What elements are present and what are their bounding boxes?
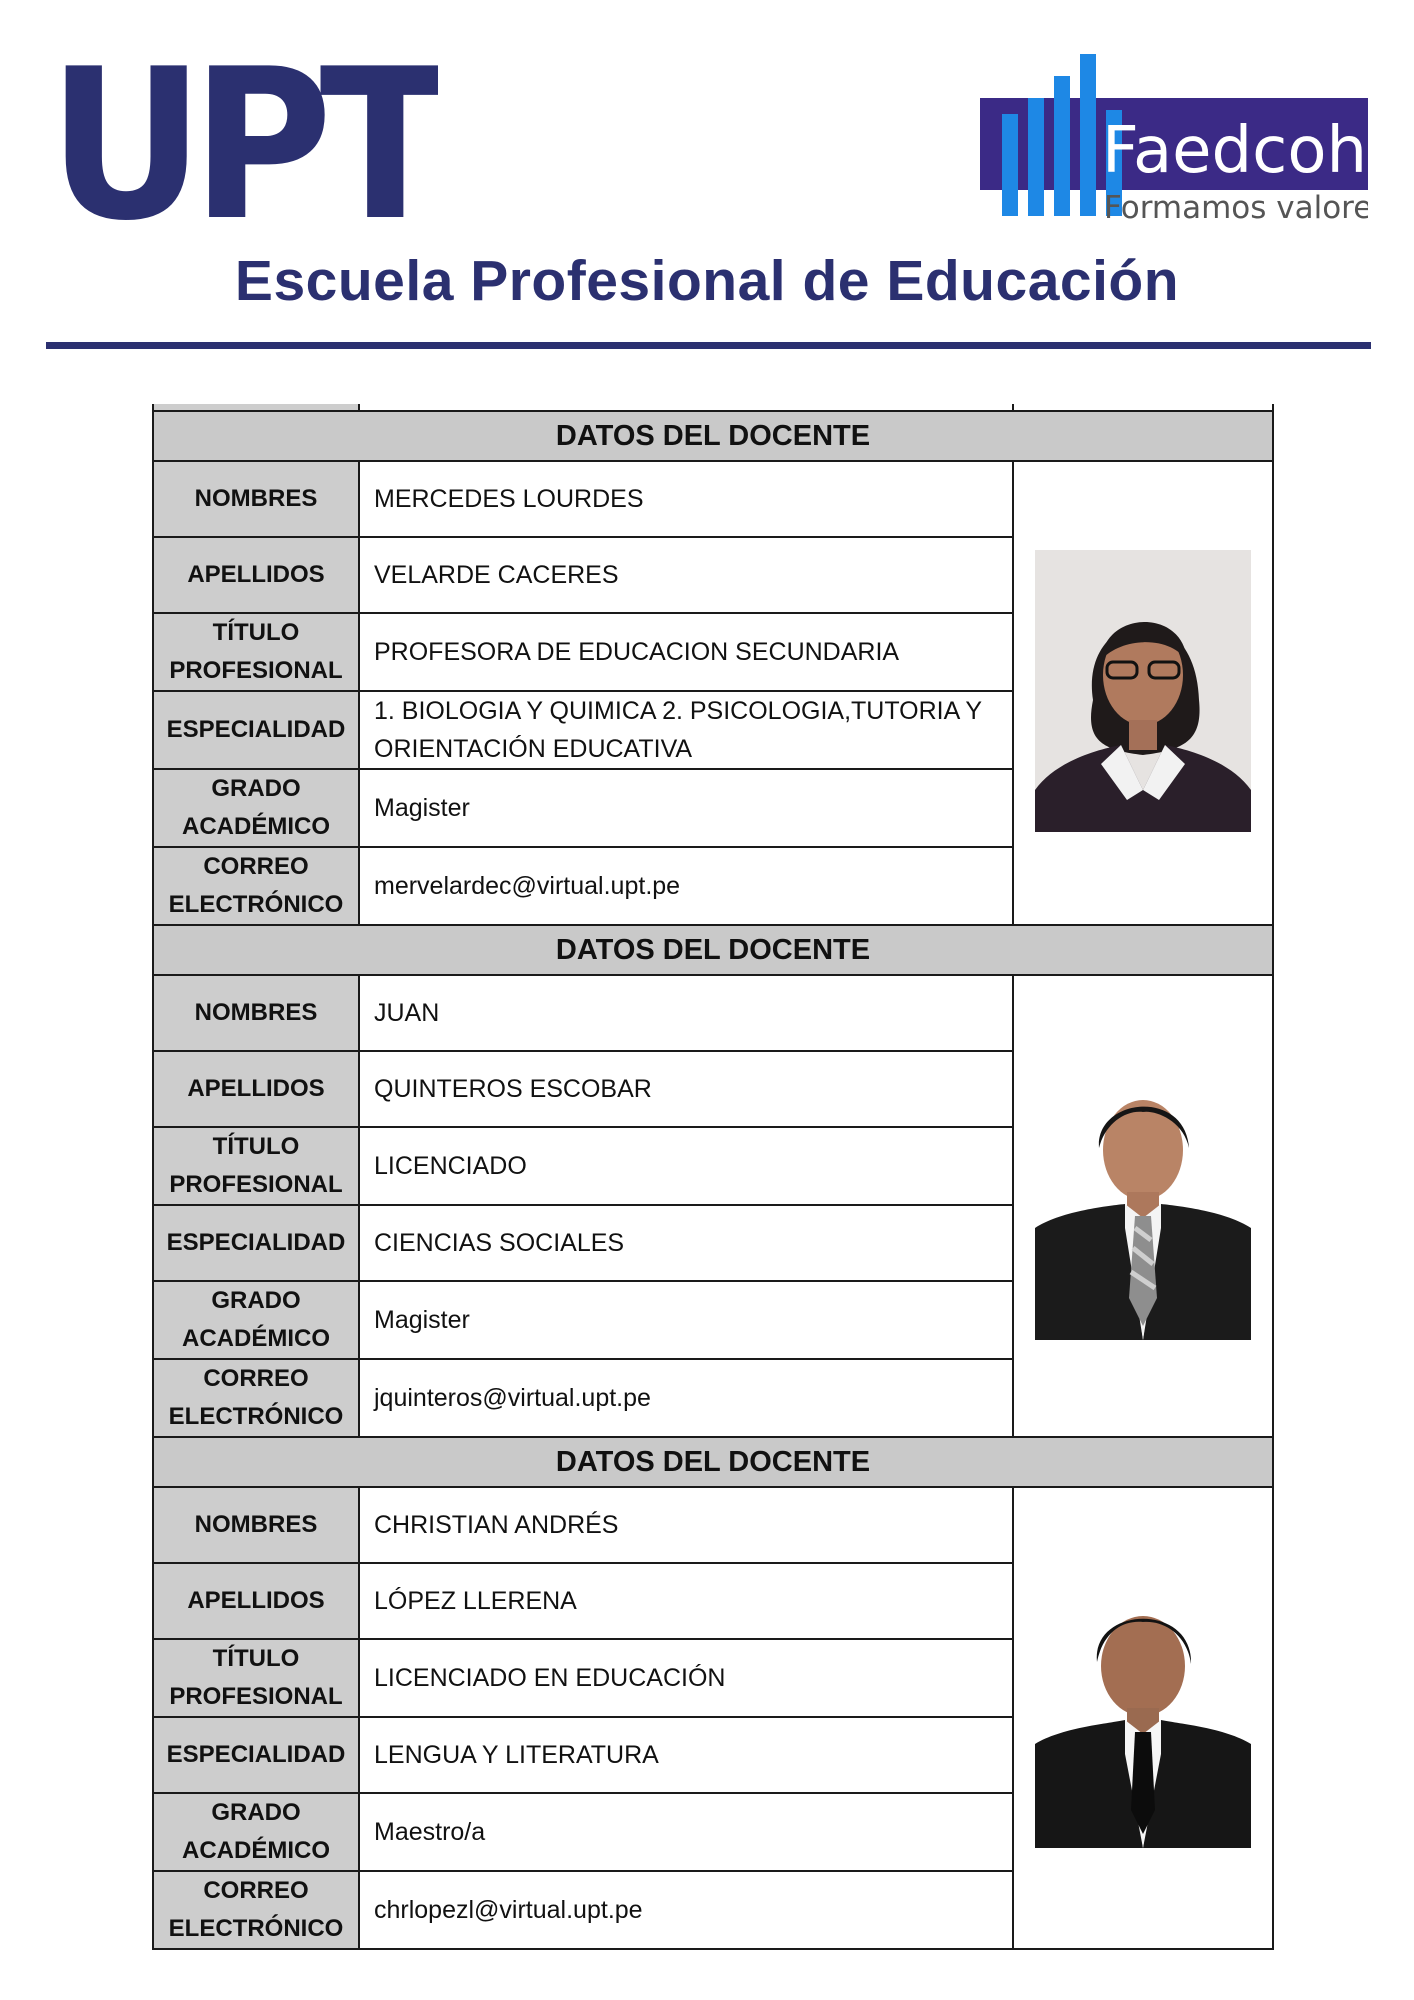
label-especialidad: ESPECIALIDAD [153,1205,359,1281]
photo-cell [1013,461,1273,925]
value-grado: Maestro/a [359,1793,1013,1871]
label-titulo: TÍTULO PROFESIONAL [153,1639,359,1717]
value-correo: jquinteros@virtual.upt.pe [359,1359,1013,1437]
label-apellidos: APELLIDOS [153,1563,359,1639]
label-grado: GRADO ACADÉMICO [153,1281,359,1359]
svg-text:UPT: UPT [56,52,438,222]
value-especialidad: LENGUA Y LITERATURA [359,1717,1013,1793]
value-grado: Magister [359,1281,1013,1359]
value-apellidos: VELARDE CACERES [359,537,1013,613]
section-header: DATOS DEL DOCENTE [153,411,1273,461]
value-apellidos: QUINTEROS ESCOBAR [359,1051,1013,1127]
label-apellidos: APELLIDOS [153,1051,359,1127]
label-nombres: NOMBRES [153,975,359,1051]
table-row [153,975,1273,1051]
value-grado: Magister [359,769,1013,847]
docentes-table [152,404,1274,1950]
label-correo: CORREO ELECTRÓNICO [153,1359,359,1437]
value-titulo: PROFESORA DE EDUCACION SECUNDARIA [359,613,1013,691]
label-especialidad: ESPECIALIDAD [153,1717,359,1793]
svg-text:Faedcoh: Faedcoh [1102,114,1368,188]
label-correo: CORREO ELECTRÓNICO [153,1871,359,1949]
portrait-woman-icon [1035,550,1251,837]
photo-cell [1013,975,1273,1437]
label-nombres: NOMBRES [153,461,359,537]
title-divider [46,342,1371,349]
table-row [153,461,1273,537]
upt-logo [56,52,438,222]
value-nombres: MERCEDES LOURDES [359,461,1013,537]
label-apellidos: APELLIDOS [153,537,359,613]
value-titulo: LICENCIADO EN EDUCACIÓN [359,1639,1013,1717]
value-especialidad: CIENCIAS SOCIALES [359,1205,1013,1281]
value-nombres: CHRISTIAN ANDRÉS [359,1487,1013,1563]
value-titulo: LICENCIADO [359,1127,1013,1205]
label-especialidad: ESPECIALIDAD [153,691,359,769]
label-grado: GRADO ACADÉMICO [153,769,359,847]
label-titulo: TÍTULO PROFESIONAL [153,613,359,691]
value-correo: chrlopezl@virtual.upt.pe [359,1871,1013,1949]
section-header: DATOS DEL DOCENTE [153,1437,1273,1487]
section-header: DATOS DEL DOCENTE [153,925,1273,975]
table-row [153,1487,1273,1563]
label-titulo: TÍTULO PROFESIONAL [153,1127,359,1205]
value-especialidad: 1. BIOLOGIA Y QUIMICA 2. PSICOLOGIA,TUTORIA Y ORIENTACIÓN EDUCATIVA [359,691,1013,769]
label-correo: CORREO ELECTRÓNICO [153,847,359,925]
school-title: Escuela Profesional de Educación [234,249,1180,313]
photo-cell [1013,1487,1273,1949]
label-nombres: NOMBRES [153,1487,359,1563]
portrait-man-icon [1035,1584,1251,1853]
value-apellidos: LÓPEZ LLERENA [359,1563,1013,1639]
portrait-man-icon [1035,1068,1251,1345]
value-correo: mervelardec@virtual.upt.pe [359,847,1013,925]
value-nombres: JUAN [359,975,1013,1051]
label-grado: GRADO ACADÉMICO [153,1793,359,1871]
faedcoh-logo [980,54,1368,224]
svg-text:Formamos valores: Formamos valores [1104,190,1368,224]
